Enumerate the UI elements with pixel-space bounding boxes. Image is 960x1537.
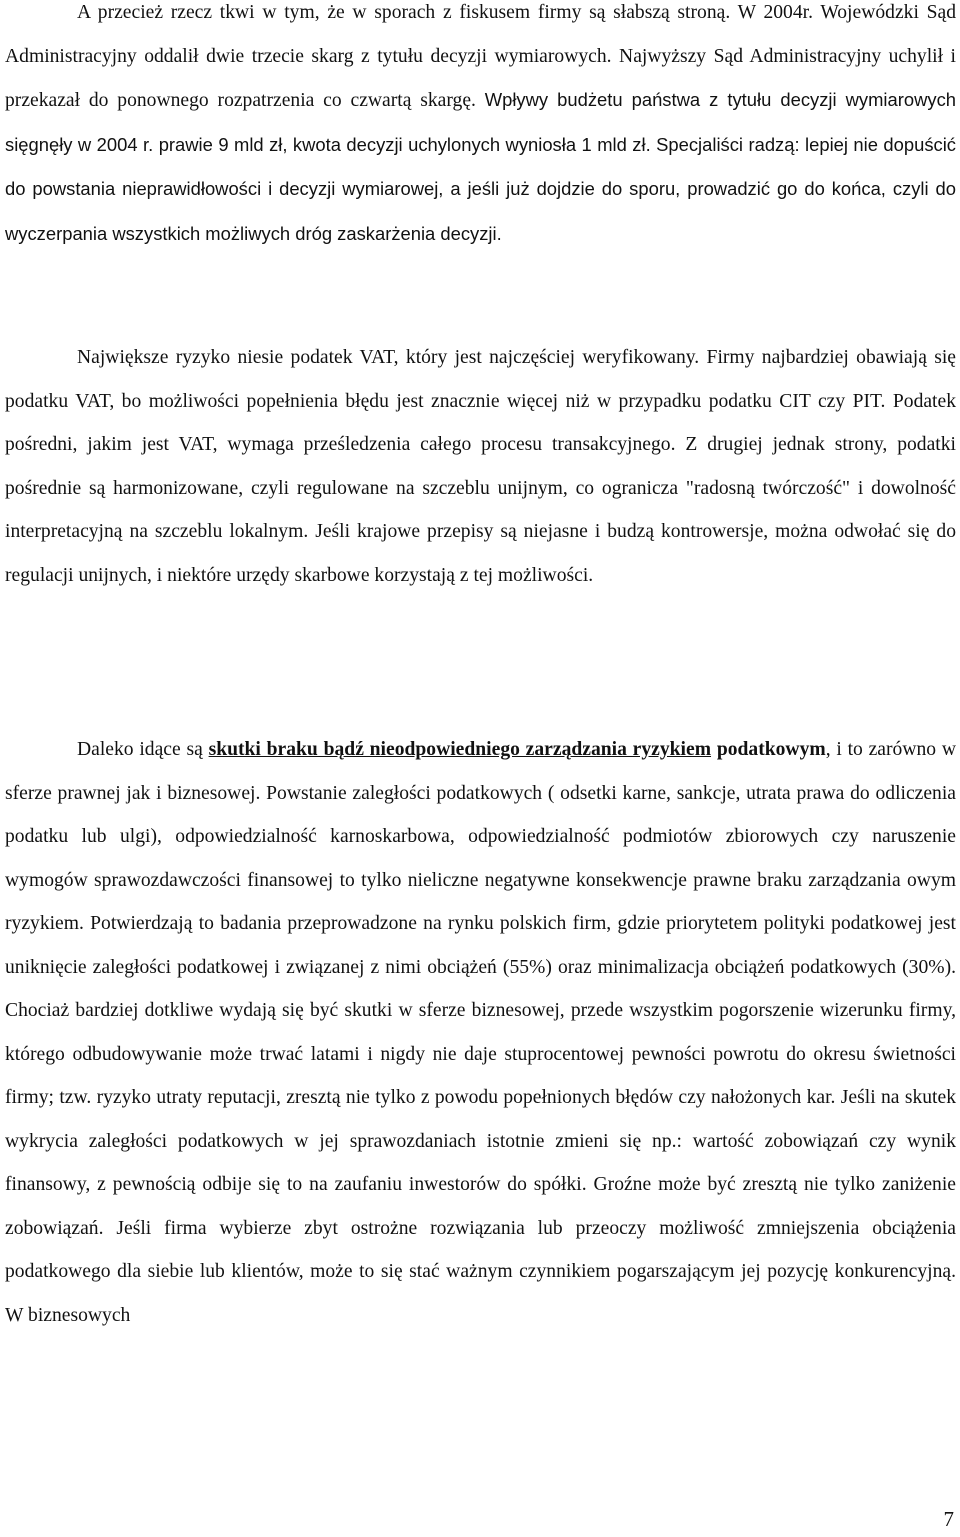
paragraph-vat-risk <box>5 336 956 597</box>
emphasis-underlined: skutki braku bądź nieodpowiedniego zarządzania ryzykiem <box>208 739 712 760</box>
paragraph-lead: Daleko idące są <box>77 739 203 760</box>
paragraph-text: , i to zarówno w sferze prawnej jak i biznesowej. Powstanie zaległości podatkowych ( odsetki karne, sankcje, utrata prawa do odliczenia podatku lub ulgi), odpowiedzialność karnoskarbowa, odpowiedzialność podmiotów zbiorowych czy naruszenie wymogów sprawozdawczości finansowej to tylko nieliczne negatywne konsekwencje prawne braku zarządzania owym ryzykiem. Potwierdzają to badania przeprowadzone na rynku polskich firm, gdzie priorytetem polityki podatkowej jest uniknięcie zaległości podatkowej i związanej z nimi obciążeń (55%) oraz minimalizacja obciążeń podatkowych (30%). Chociaż bardziej dotkliwe wydają się być skutki w sferze biznesowej, przede wszystkim pogorszenie wizerunku firmy, którego odbudowywanie może trwać latami i nigdy nie daje stuprocentowej pewności powrotu do okresu świetności firmy; tzw. ryzyko utraty reputacji, zresztą nie tylko z powodu popełnionych błędów czy nałożonych kar. Jeśli na skutek wykrycia zaległości podatkowych w jej sprawozdaniach istotnie zmieni się np.: wartość zobowiązań czy wynik finansowy, z pewnością odbije się to na zaufaniu inwestorów do spółki. Groźne może być zresztą nie tylko zaniżenie zobowiązań. Jeśli firma wybierze zbyt ostrożne rozwiązania lub przeoczy możliwość zmniejszenia obciążenia podatkowego dla siebie lub klientów, może to się stać ważnym czynnikiem pogarszającym jej pozycję konkurencyjną. W biznesowych <box>5 739 956 1326</box>
paragraph-text-sans: Wpływy budżetu państwa z tytułu decyzji wymiarowych sięgnęły w 2004 r. prawie 9 mld zł, kwota decyzji uchylonych wyniosła 1 mld zł. Specjaliści radzą: lepiej nie dopuścić do powstania nieprawidłowości i decyzji wymiarowej, a jeśli już dojdzie do sporu, prowadzić go do końca, czyli do wyczerpania wszystkich możliwych dróg zaskarżenia decyzji. <box>5 89 956 244</box>
paragraph-fiscal-disputes <box>5 0 956 256</box>
paragraph-text-serif: A przecież rzecz tkwi w tym, że w sporach z fiskusem firmy są słabszą stroną. W 2004r. Wojewódzki Sąd Administracyjny oddalił dwie trzecie skarg z tytułu decyzji wymiarowych. Najwyższy Sąd Administracyjny uchylił i przekazał do ponownego rozpatrzenia co czwartą skargę. <box>5 2 956 111</box>
page-number: 7 <box>943 1507 954 1531</box>
paragraph-risk-consequences <box>5 728 956 1337</box>
emphasis-bold: podatkowym <box>716 739 826 760</box>
paragraph-text: Największe ryzyko niesie podatek VAT, który jest najczęściej weryfikowany. Firmy najbardziej obawiają się podatku VAT, bo możliwości popełnienia błędu jest znacznie więcej niż w przypadku podatku CIT czy PIT. Podatek pośredni, jakim jest VAT, wymaga prześledzenia całego procesu transakcyjnego. Z drugiej jednak strony, podatki pośrednie są harmonizowane, czyli regulowane na szczeblu unijnym, co ogranicza "radosną twórczość" i dowolność interpretacyjną na szczeblu lokalnym. Jeśli krajowe przepisy są niejasne i budzą kontrowersje, można odwołać się do regulacji unijnych, i niektóre urzędy skarbowe korzystają z tej możliwości. <box>5 347 956 586</box>
